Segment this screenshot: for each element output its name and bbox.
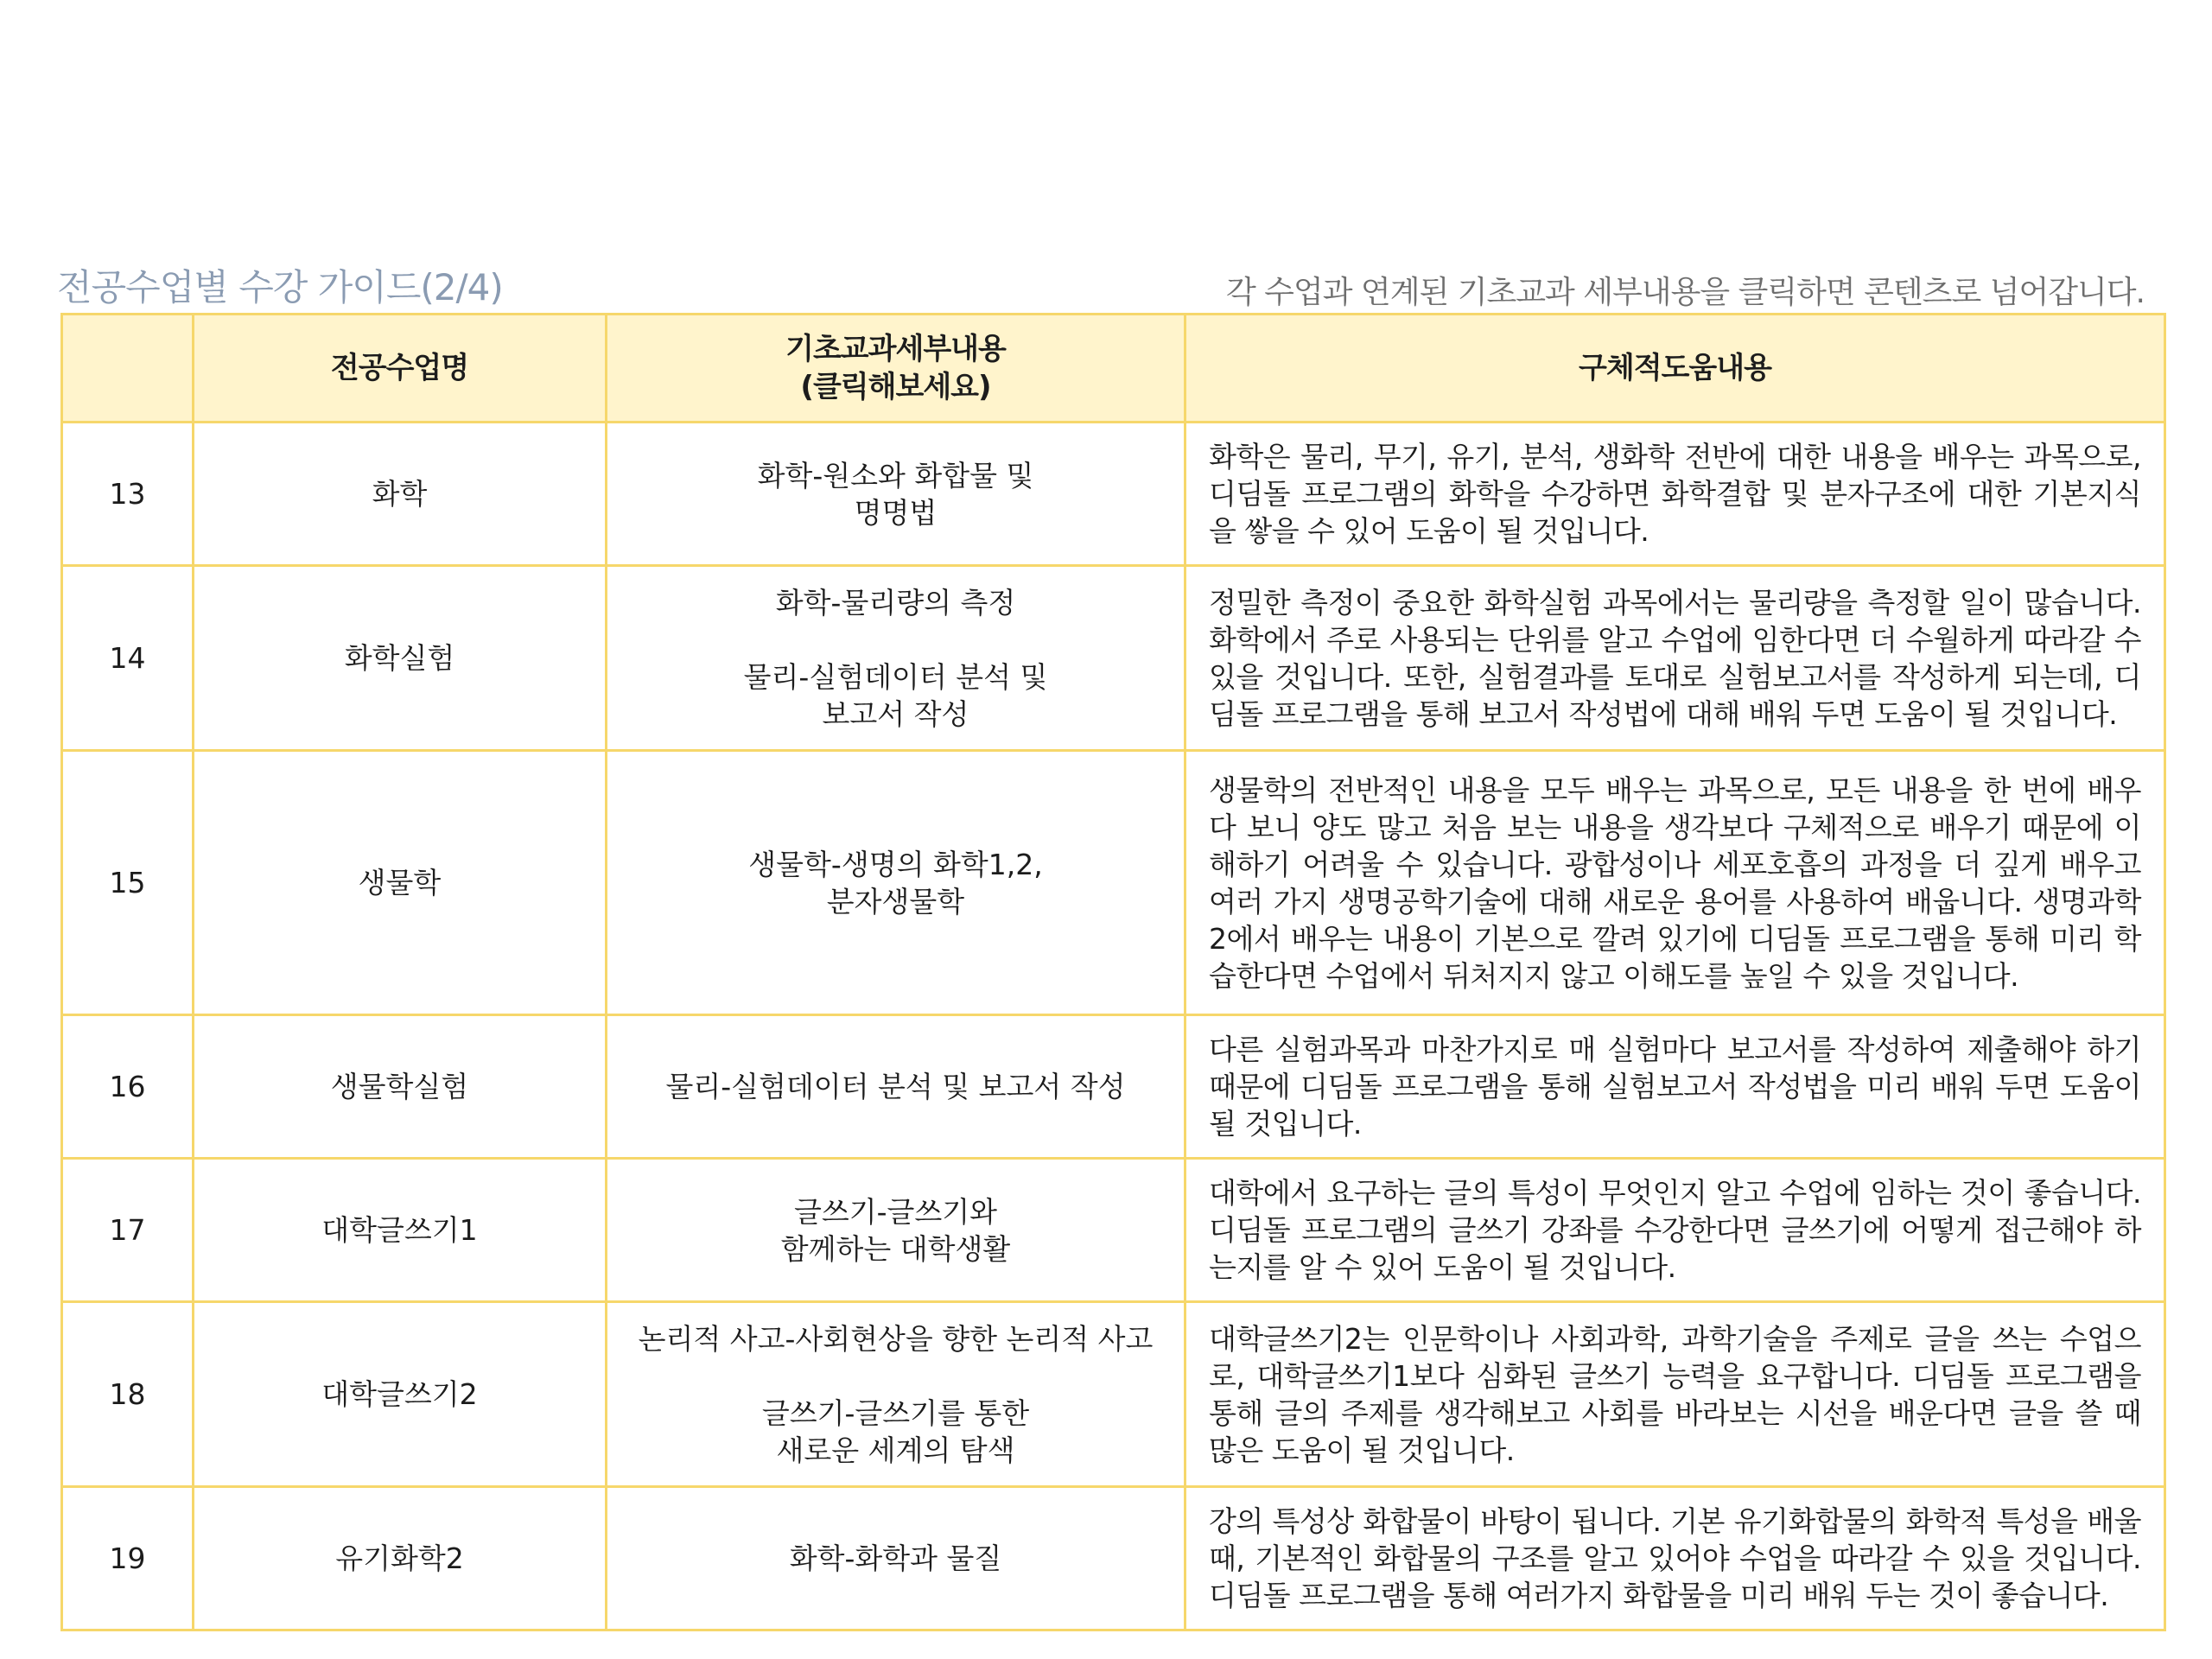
line-gap [608,621,1183,658]
detail-text: 대학에서 요구하는 글의 특성이 무엇인지 알고 수업에 임하는 것이 좋습니다. 디딤돌 프로그램의 글쓰기 강좌를 수강한다면 글쓰기에 어떻게 접근해야 하는지를 알 수 있어 도움이 될 것입니다. [1185,1159,2165,1302]
basic-content-line: 보고서 작성 [822,696,969,731]
row-number: 17 [62,1159,194,1302]
table-row [62,1302,2165,1487]
row-number: 15 [62,751,194,1015]
table-row [62,423,2165,566]
course-name: 대학글쓰기2 [194,1302,607,1487]
page-title: 전공수업별 수강 가이드(2/4) [57,266,503,308]
header-basic-content-line2: (클릭해보세요) [800,370,991,404]
detail-text: 강의 특성상 화합물이 바탕이 됩니다. 기본 유기화합물의 화학적 특성을 배울 때, 기본적인 화합물의 구조를 알고 있어야 수업을 따라갈 수 있을 것입니다. 디딤돌 프로그램을 통해 여러가지 화합물을 미리 배워 두는 것이 좋습니다. [1185,1487,2165,1630]
course-name: 유기화학2 [194,1487,607,1630]
table-row [62,1015,2165,1159]
basic-content-line: 새로운 세계의 탐색 [776,1433,1015,1467]
header-basic-content [607,315,1185,423]
basic-content-line: 물리-실험데이터 분석 및 보고서 작성 [665,1070,1126,1103]
header-basic-content-line1: 기초교과세부내용 [785,332,1006,366]
detail-text: 정밀한 측정이 중요한 화학실험 과목에서는 물리량을 측정할 일이 많습니다. 화학에서 주로 사용되는 단위를 알고 수업에 임한다면 더 수월하게 따라갈 수 있을 것입니다. 또한, 실험결과를 토대로 실험보고서를 작성하게 되는데, 디딤돌 프로그램을 통해 보고서 작성법에 대해 배워 두면 도움이 될 것입니다. [1185,566,2165,751]
header-detail: 구체적도움내용 [1185,315,2165,423]
course-name: 생물학 [194,751,607,1015]
basic-content-line: 함께하는 대학생활 [780,1231,1011,1266]
basic-content-line: 논리적 사고-사회현상을 향한 논리적 사고 [638,1321,1154,1356]
basic-content-link[interactable] [607,1302,1185,1487]
table-header-row [62,315,2165,423]
row-number: 13 [62,423,194,566]
course-name: 화학 [194,423,607,566]
basic-content-line: 분자생물학 [826,884,965,918]
row-number: 16 [62,1015,194,1159]
course-guide-table [60,313,2166,1631]
detail-text: 다른 실험과목과 마찬가지로 매 실험마다 보고서를 작성하여 제출해야 하기 때문에 디딤돌 프로그램을 통해 실험보고서 작성법을 미리 배워 두면 도움이 될 것입니다. [1185,1015,2165,1159]
course-name: 대학글쓰기1 [194,1159,607,1302]
detail-text: 생물학의 전반적인 내용을 모두 배우는 과목으로, 모든 내용을 한 번에 배우다 보니 양도 많고 처음 보는 내용을 생각보다 구체적으로 배우기 때문에 이해하기 어려울 수 있습니다. 광합성이나 세포호흡의 과정을 더 깊게 배우고 여러 가지 생명공학기술에 대해 새로운 용어를 사용하여 배웁니다. 생명과학2에서 배우는 내용이 기본으로 깔려 있기에 디딤돌 프로그램을 통해 미리 학습한다면 수업에서 뒤처지지 않고 이해도를 높일 수 있을 것입니다. [1185,751,2165,1015]
basic-content-link[interactable] [607,423,1185,566]
header-number [62,315,194,423]
line-gap [608,1357,1183,1395]
course-name: 생물학실험 [194,1015,607,1159]
basic-content-link[interactable] [607,1015,1185,1159]
basic-content-link[interactable] [607,1159,1185,1302]
basic-content-line: 화학-원소와 화합물 및 [757,458,1034,493]
row-number: 19 [62,1487,194,1630]
row-number: 14 [62,566,194,751]
table-row [62,1159,2165,1302]
basic-content-line: 물리-실험데이터 분석 및 [743,659,1048,694]
basic-content-line: 생물학-생명의 화학1,2, [748,847,1043,881]
table-row [62,566,2165,751]
table-row [62,751,2165,1015]
course-name: 화학실험 [194,566,607,751]
detail-text: 대학글쓰기2는 인문학이나 사회과학, 과학기술을 주제로 글을 쓰는 수업으로, 대학글쓰기1보다 심화된 글쓰기 능력을 요구합니다. 디딤돌 프로그램을 통해 글의 주제를 생각해보고 사회를 바라보는 시선을 배운다면 글을 쓸 때 많은 도움이 될 것입니다. [1185,1302,2165,1487]
table-body [62,423,2165,1630]
basic-content-link[interactable] [607,1487,1185,1630]
table-row [62,1487,2165,1630]
basic-content-line: 글쓰기-글쓰기와 [793,1194,998,1229]
basic-content-line: 화학-물리량의 측정 [775,585,1016,620]
basic-content-link[interactable] [607,751,1185,1015]
detail-text: 화학은 물리, 무기, 유기, 분석, 생화학 전반에 대한 내용을 배우는 과목으로, 디딤돌 프로그램의 화학을 수강하면 화학결합 및 분자구조에 대한 기본지식을 쌓을 수 있어 도움이 될 것입니다. [1185,423,2165,566]
page-note: 각 수업과 연계된 기초교과 세부내용을 클릭하면 콘텐츠로 넘어갑니다. [1225,275,2145,310]
basic-content-line: 명명법 [854,495,938,530]
basic-content-line: 글쓰기-글쓰기를 통한 [761,1395,1030,1430]
basic-content-link[interactable] [607,566,1185,751]
basic-content-line: 화학-화학과 물질 [789,1541,1002,1575]
row-number: 18 [62,1302,194,1487]
header-course-name: 전공수업명 [194,315,607,423]
